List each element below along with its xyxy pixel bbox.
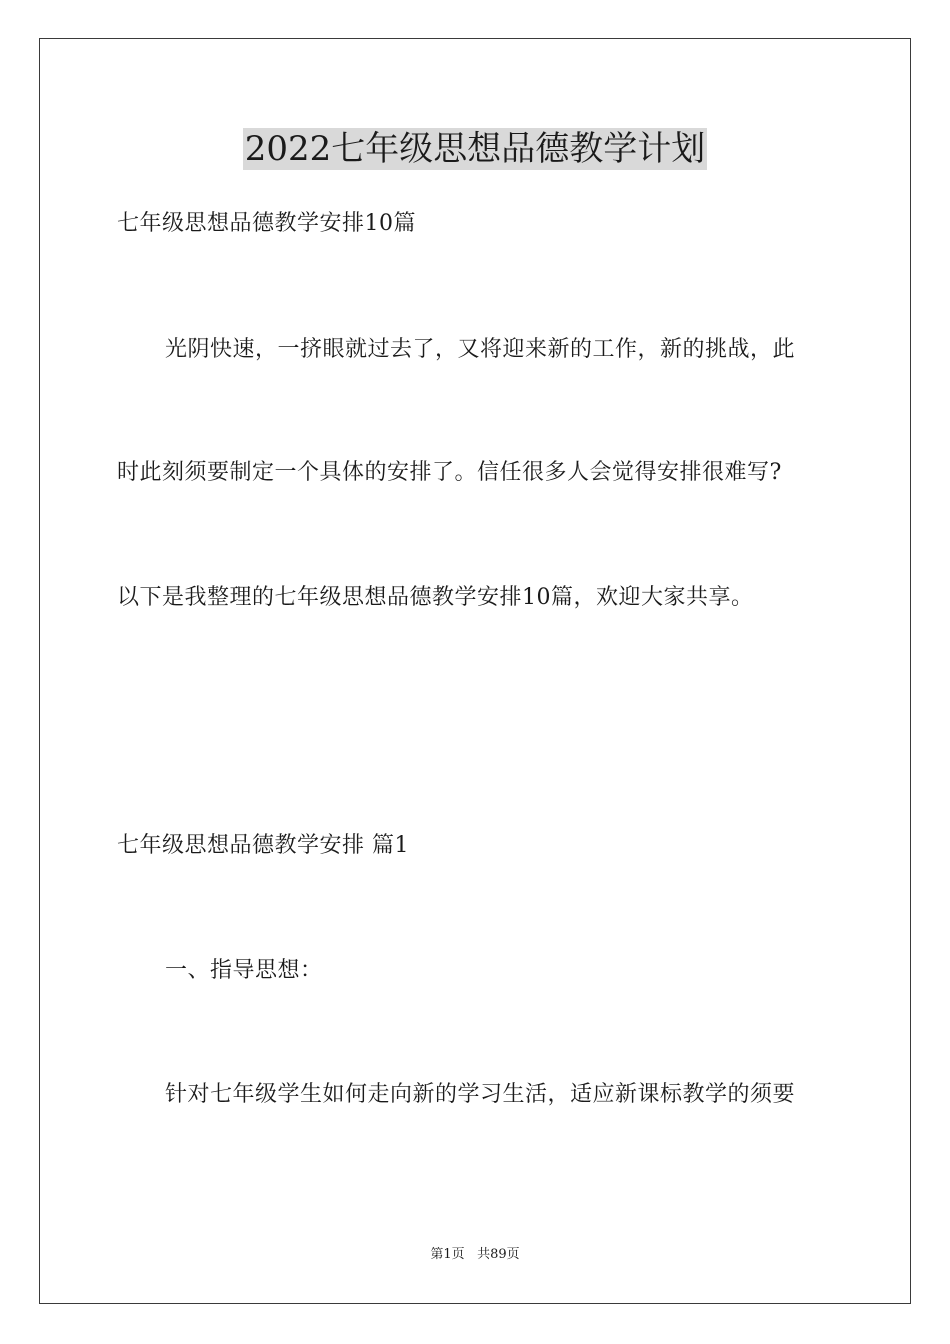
document-title: 2022七年级思想品德教学计划 <box>244 129 706 169</box>
title-container <box>0 128 950 170</box>
total-pages: 共89页 <box>477 1247 520 1262</box>
section-heading: 七年级思想品德教学安排 篇1 <box>117 833 409 858</box>
intro-line-2: 时此刻须要制定一个具体的安排了。信任很多人会觉得安排很难写? <box>117 460 782 485</box>
intro-line-3: 以下是我整理的七年级思想品德教学安排10篇，欢迎大家共享。 <box>117 585 754 610</box>
subheading-guiding-ideology: 一、指导思想： <box>165 958 323 983</box>
page-number: 第1页 <box>430 1247 465 1262</box>
document-subtitle: 七年级思想品德教学安排10篇 <box>117 211 416 236</box>
body-line: 针对七年级学生如何走向新的学习生活，适应新课标教学的须要 <box>165 1082 796 1107</box>
intro-line-1: 光阴快速，一挤眼就过去了，又将迎来新的工作，新的挑战，此 <box>165 337 796 362</box>
page-footer <box>0 1247 950 1263</box>
